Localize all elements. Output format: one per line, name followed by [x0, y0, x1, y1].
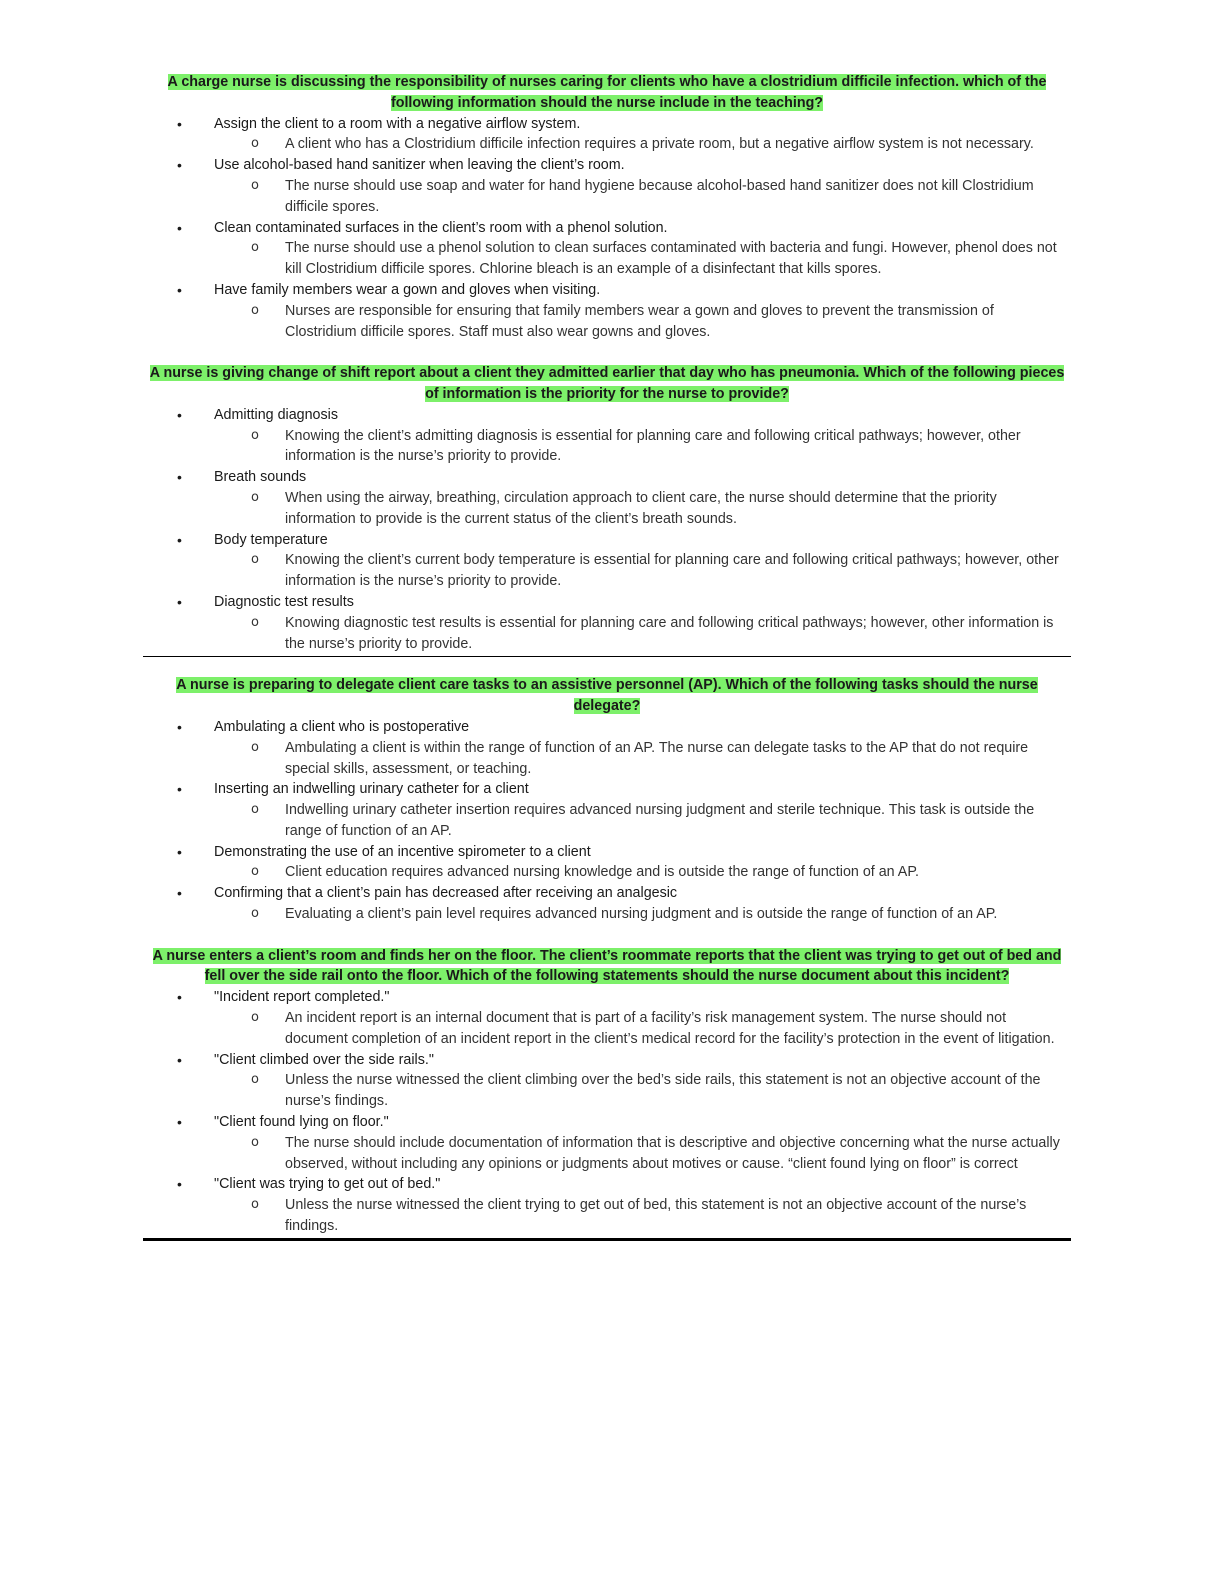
sub-bullet-icon: o [251, 552, 259, 568]
question-block [143, 946, 1071, 1237]
bullet-icon: • [177, 469, 182, 486]
bullet-icon: • [177, 1176, 182, 1193]
bullet-icon: • [177, 281, 182, 298]
section-divider [143, 656, 1071, 657]
option-list [143, 114, 1071, 343]
bullet-icon: • [177, 718, 182, 735]
rationale-text: Indwelling urinary catheter insertion requires advanced nursing judgment and sterile technique. This task is outside the range of function of an AP. [285, 802, 1035, 839]
option-item [143, 155, 1071, 217]
option-text: Confirming that a client’s pain has decreased after receiving an analgesic [214, 885, 678, 902]
bullet-icon: • [177, 885, 182, 902]
bullet-icon: • [177, 989, 182, 1006]
option-text: Demonstrating the use of an incentive spirometer to a client [214, 843, 591, 860]
option-list [143, 987, 1071, 1237]
bullet-icon: • [177, 531, 182, 548]
question-stem: A nurse enters a client’s room and finds her on the floor. The client’s roommate reports that the client was trying to get out of bed and fell over the side rail onto the floor. Which of the following statements should the nurse document about this incident? [152, 947, 1062, 985]
option-item [143, 987, 1071, 1049]
sub-bullet-icon: o [251, 136, 259, 152]
option-item [143, 1112, 1071, 1174]
section-divider [143, 1238, 1071, 1241]
sub-bullet-icon: o [251, 177, 259, 193]
sub-bullet-icon: o [251, 614, 259, 630]
question-stem: A charge nurse is discussing the responsibility of nurses caring for clients who have a clostridium difficile infection. which of the following information should the nurse include in the teaching? [167, 74, 1047, 111]
sub-bullet-icon: o [251, 1010, 259, 1026]
question-block [143, 363, 1071, 654]
sub-bullet-icon: o [251, 427, 259, 443]
option-text: "Client found lying on floor." [214, 1114, 389, 1131]
rationale-text: The nurse should use soap and water for hand hygiene because alcohol-based hand sanitizer does not kill Clostridium difficile spores. [285, 177, 1034, 215]
rationale-text: Evaluating a client’s pain level requires advanced nursing judgment and is outside the range of function of an AP. [285, 906, 998, 923]
rationale-text: Knowing diagnostic test results is essential for planning care and following critical pathways; however, other information is the nurse’s priority to provide. [285, 614, 1054, 652]
option-item [143, 530, 1071, 592]
question-stem: A nurse is giving change of shift report about a client they admitted earlier that day who has pneumonia. Which of the following pieces of information is the priority for the nurse to provide? [149, 365, 1065, 402]
sub-bullet-icon: o [251, 739, 259, 755]
sub-bullet-icon: o [251, 1197, 259, 1213]
sub-bullet-icon: o [251, 802, 259, 818]
option-item [143, 592, 1071, 654]
option-item [143, 1174, 1071, 1236]
option-text: Admitting diagnosis [214, 406, 338, 423]
sub-bullet-icon: o [251, 1134, 259, 1150]
option-text: Clean contaminated surfaces in the client’s room with a phenol solution. [214, 219, 668, 236]
sub-bullet-icon: o [251, 906, 259, 922]
option-item [143, 883, 1071, 925]
option-text: "Incident report completed." [214, 989, 390, 1006]
rationale-text: Client education requires advanced nursing knowledge and is outside the range of function of an AP. [285, 864, 919, 881]
rationale-text: Ambulating a client is within the range of function of an AP. The nurse can delegate tasks to the AP that do not require special skills, assessment, or teaching. [285, 739, 1029, 777]
rationale-text: Unless the nurse witnessed the client trying to get out of bed, this statement is not an objective account of the nurse’s findings. [285, 1197, 1027, 1235]
option-text: "Client climbed over the side rails." [214, 1051, 434, 1068]
question-block [143, 72, 1071, 342]
bullet-icon: • [177, 157, 182, 174]
rationale-text: Knowing the client’s current body temperature is essential for planning care and following critical pathways; however, other information is the nurse’s priority to provide. [285, 552, 1059, 590]
bullet-icon: • [177, 1114, 182, 1131]
option-item [143, 114, 1071, 156]
rationale-text: Nurses are responsible for ensuring that family members wear a gown and gloves to prevent the transmission of Clostridium difficile spores. Staff must also wear gowns and gloves. [285, 302, 994, 340]
rationale-text: The nurse should use a phenol solution to clean surfaces contaminated with bacteria and fungi. However, phenol does not kill Clostridium difficile spores. Chlorine bleach is an example of a disinfectant that kills spores. [285, 240, 1057, 278]
rationale-text: When using the airway, breathing, circulation approach to client care, the nurse should determine that the priority information to provide is the current status of the client’s breath sounds. [285, 489, 997, 527]
option-text: Breath sounds [214, 469, 307, 486]
rationale-text: The nurse should include documentation of information that is descriptive and objective concerning what the nurse actually observed, without including any opinions or judgments about motives or cause. “client found lying on floor” is correct [285, 1134, 1060, 1172]
option-item [143, 467, 1071, 529]
option-item [143, 405, 1071, 467]
option-text: Use alcohol-based hand sanitizer when leaving the client’s room. [214, 157, 625, 174]
option-text: Inserting an indwelling urinary catheter for a client [214, 781, 529, 798]
option-text: "Client was trying to get out of bed." [214, 1176, 441, 1193]
bullet-icon: • [177, 115, 182, 132]
option-list [143, 405, 1071, 655]
option-item [143, 280, 1071, 342]
rationale-text: Knowing the client’s admitting diagnosis is essential for planning care and following critical pathways; however, other information is the nurse’s priority to provide. [285, 427, 1021, 465]
sub-bullet-icon: o [251, 240, 259, 256]
bullet-icon: • [177, 843, 182, 860]
option-item [143, 842, 1071, 884]
option-text: Assign the client to a room with a negative airflow system. [214, 115, 581, 132]
rationale-text: A client who has a Clostridium difficile infection requires a private room, but a negative airflow system is not necessary. [285, 136, 1034, 153]
sub-bullet-icon: o [251, 489, 259, 505]
option-text: Diagnostic test results [214, 593, 354, 610]
option-item [143, 218, 1071, 280]
option-list [143, 717, 1071, 925]
question-stem: A nurse is preparing to delegate client care tasks to an assistive personnel (AP). Which of the following tasks should the nurse delegate? [176, 677, 1038, 715]
bullet-icon: • [177, 781, 182, 798]
option-item [143, 779, 1071, 841]
option-text: Ambulating a client who is postoperative [214, 718, 470, 735]
document-page [143, 72, 1071, 1241]
option-item [143, 1050, 1071, 1112]
option-text: Body temperature [214, 531, 328, 548]
rationale-text: Unless the nurse witnessed the client climbing over the bed’s side rails, this statement is not an objective account of the nurse’s findings. [285, 1072, 1041, 1110]
question-block [143, 675, 1071, 925]
bullet-icon: • [177, 1051, 182, 1068]
option-text: Have family members wear a gown and gloves when visiting. [214, 281, 601, 298]
option-item [143, 717, 1071, 779]
bullet-icon: • [177, 219, 182, 236]
sub-bullet-icon: o [251, 302, 259, 318]
rationale-text: An incident report is an internal document that is part of a facility’s risk management system. The nurse should not document completion of an incident report in the client’s medical record for the facility’s protection in the event of litigation. [285, 1010, 1055, 1047]
bullet-icon: • [177, 593, 182, 610]
sub-bullet-icon: o [251, 864, 259, 880]
sub-bullet-icon: o [251, 1072, 259, 1088]
bullet-icon: • [177, 406, 182, 423]
